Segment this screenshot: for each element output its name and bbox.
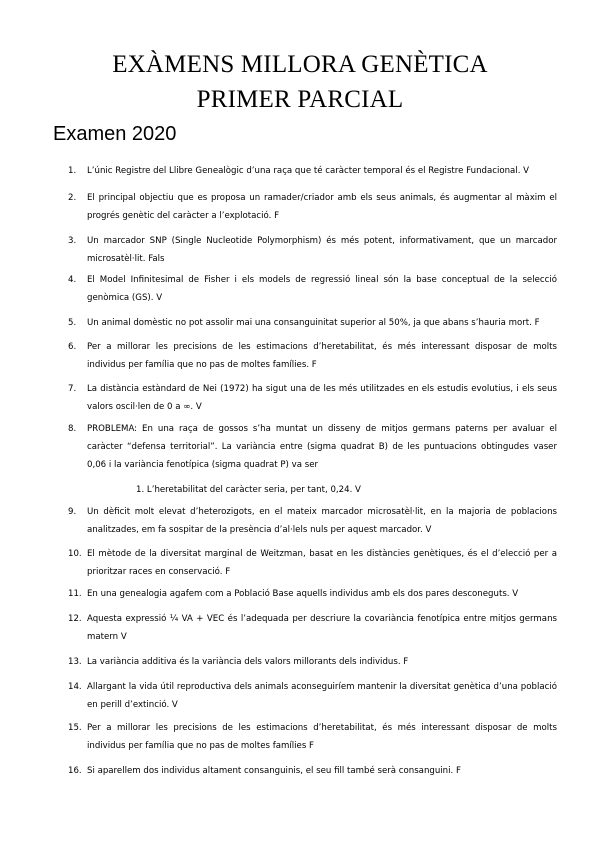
problem-subitem: 1. L’heretabilitat del caràcter seria, per tant, 0,24. V <box>136 485 361 495</box>
document-title: EXÀMENS MILLORA GENÈTICA <box>112 51 488 78</box>
question-item <box>68 585 557 603</box>
question-text: La distància estàndard de Nei (1972) ha sigut una de les més utilitzades en els estudis evolutius, i els seus valors oscil·len de 0 a ∞. V <box>87 384 557 412</box>
question-item <box>68 762 557 780</box>
question-item <box>68 189 557 225</box>
question-text: L’únic Registre del Llibre Genealògic d’una raça que té caràcter temporal és el Registre Fundacional. V <box>87 166 530 176</box>
question-text: La variància additiva és la variància dels valors millorants dels individus. F <box>87 657 409 667</box>
question-text: El Model Infinitesimal de Fisher i els models de regressió lineal són la base conceptual de la selecció genòmica (GS). V <box>87 275 557 303</box>
question-number: 8. <box>68 424 77 434</box>
question-number: 2. <box>68 193 77 203</box>
question-text: Si aparellem dos individus altament consanguinis, el seu fill també serà consanguini. F <box>87 766 461 776</box>
question-item <box>68 162 557 180</box>
question-item <box>68 380 557 416</box>
question-item <box>68 719 557 755</box>
question-item <box>68 338 557 374</box>
question-number: 4. <box>68 275 77 285</box>
question-text: En una genealogia agafem com a Població Base aquells individus amb els dos pares desconeguts. V <box>87 589 519 599</box>
question-number: 14. <box>68 682 82 692</box>
question-text: Un marcador SNP (Single Nucleotide Polymorphism) és més potent, informativament, que un marcador microsatèl·lit. Fals <box>87 236 557 264</box>
question-item <box>68 545 557 581</box>
question-item <box>68 653 557 671</box>
question-item <box>68 271 557 307</box>
question-item <box>68 420 557 474</box>
question-number: 13. <box>68 657 82 667</box>
question-number: 12. <box>68 614 82 624</box>
question-number: 3. <box>68 236 77 246</box>
document-subtitle: PRIMER PARCIAL <box>196 86 404 113</box>
question-number: 11. <box>68 589 82 599</box>
question-number: 5. <box>68 318 77 328</box>
question-item <box>68 678 557 714</box>
section-heading: Examen 2020 <box>53 123 177 145</box>
question-number: 7. <box>68 384 77 394</box>
question-text: Aquesta expressió ¼ VA + VEC és l’adequada per descriure la covariància fenotípica entre mitjos germans matern V <box>87 614 557 642</box>
question-item <box>68 610 557 646</box>
question-text: El mètode de la diversitat marginal de Weitzman, basat en les distàncies genètiques, és el d’elecció per a prioritzar races en conservació. F <box>87 549 557 577</box>
question-number: 10. <box>68 549 82 559</box>
question-number: 6. <box>68 342 77 352</box>
question-text: Un animal domèstic no pot assolir mai una consanguinitat superior al 50%, ja que abans s’hauria mort. F <box>87 318 540 328</box>
question-text: Allargant la vida útil reproductiva dels animals aconseguiríem mantenir la diversitat genètica d’una població en perill d’extinció. V <box>87 682 557 710</box>
question-number: 1. <box>68 166 77 176</box>
question-item <box>68 503 557 539</box>
question-text: Un dèficit molt elevat d’heterozigots, en el mateix marcador microsatèl·lit, en la majoria de poblacions analitzades, em fa sospitar de la presència d’al·lels nuls per aquest marcador. V <box>87 507 557 535</box>
question-number: 16. <box>68 766 82 776</box>
question-number: 15. <box>68 723 82 733</box>
question-text: Per a millorar les precisions de les estimacions d’heretabilitat, és més interessant disposar de molts individus per família que no pas de moltes famílies F <box>87 723 557 751</box>
question-text: Per a millorar les precisions de les estimacions d’heretabilitat, és més interessant disposar de molts individus per família que no pas de moltes famílies. F <box>87 342 557 370</box>
question-text: PROBLEMA: En una raça de gossos s’ha muntat un disseny de mitjos germans paterns per avaluar el caràcter “defensa territorial”. La variància entre (sigma quadrat B) de les puntuacions obtingudes vaser 0,06 i la variància fenotípica (sigma quadrat P) va ser <box>87 424 557 470</box>
question-item <box>68 232 557 268</box>
question-item <box>68 314 557 332</box>
question-number: 9. <box>68 507 77 517</box>
question-text: El principal objectiu que es proposa un ramader/criador amb els seus animals, és augmentar al màxim el progrés genètic del caràcter a l’explotació. F <box>87 193 557 221</box>
